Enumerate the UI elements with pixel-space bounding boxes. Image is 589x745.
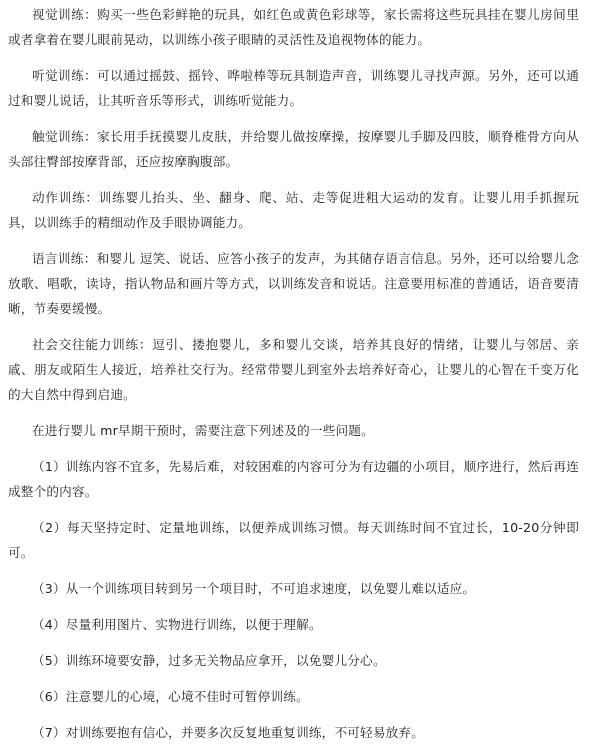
list-item-note-7: （7）对训练要抱有信心，并要多次反复地重复训练，不可轻易放弃。 <box>32 725 425 740</box>
list-item-note-6: （6）注意婴儿的心境，心境不佳时可暂停训练。 <box>32 689 309 704</box>
paragraph-social-training: 社会交往能力训练：逗引、搂抱婴儿，多和婴儿交谈，培养其良好的情绪，让婴儿与邻居、亲戚、朋友或陌生人接近，培养社交行为。经常带婴儿到室外去培养好奇心，让婴儿的心智在千变万化的大自然中得到启迪。 <box>8 337 579 402</box>
list-item-note-2: （2）每天坚持定时、定量地训练，以便养成训练习惯。每天训练时间不宜过长，10-20分钟即可。 <box>8 520 579 560</box>
list-item-note-1: （1）训练内容不宜多，先易后难，对较困难的内容可分为有边疆的小项目，顺序进行，然后再连成整个的内容。 <box>8 459 579 499</box>
paragraph-notes-intro: 在进行婴儿 mr早期干预时，需要注意下列述及的一些问题。 <box>32 423 374 438</box>
paragraph-tactile-training: 触觉训练：家长用手抚摸婴儿皮肤，并给婴儿做按摩操，按摩婴儿手脚及四肢，顺脊椎骨方向从头部往臀部按摩背部，还应按摩胸腹部。 <box>8 129 579 169</box>
paragraph-motor-training: 动作训练：训练婴儿抬头、坐、翻身、爬、站、走等促进粗大运动的发育。让婴儿用手抓握玩具，以训练手的精细动作及手眼协调能力。 <box>8 190 579 230</box>
paragraph-language-training: 语言训练：和婴儿 逗笑、说话、应答小孩子的发声，为其储存语言信息。另外，还可以给婴儿念放歌、唱歌，读诗，指认物品和画片等方式，以训练发音和说话。注意要用标准的普通话，语音要清晰，节奏要缓慢。 <box>8 251 579 316</box>
paragraph-auditory-training: 听觉训练：可以通过摇鼓、摇铃、哗啦棒等玩具制造声音，训练婴儿寻找声源。另外，还可以通过和婴儿说话，让其听音乐等形式，训练听觉能力。 <box>8 68 579 108</box>
list-item-note-3: （3）从一个训练项目转到另一个项目时，不可追求速度，以免婴儿难以适应。 <box>32 581 476 596</box>
paragraph-visual-training: 视觉训练：购买一些色彩鲜艳的玩具，如红色或黄色彩球等，家长需将这些玩具挂在婴儿房间里或者拿着在婴儿眼前晃动，以训练小孩子眼睛的灵活性及追视物体的能力。 <box>8 7 579 47</box>
list-item-note-5: （5）训练环境要安静，过多无关物品应拿开，以免婴儿分心。 <box>32 653 386 668</box>
list-item-note-4: （4）尽量利用图片、实物进行训练，以便于理解。 <box>32 617 322 632</box>
